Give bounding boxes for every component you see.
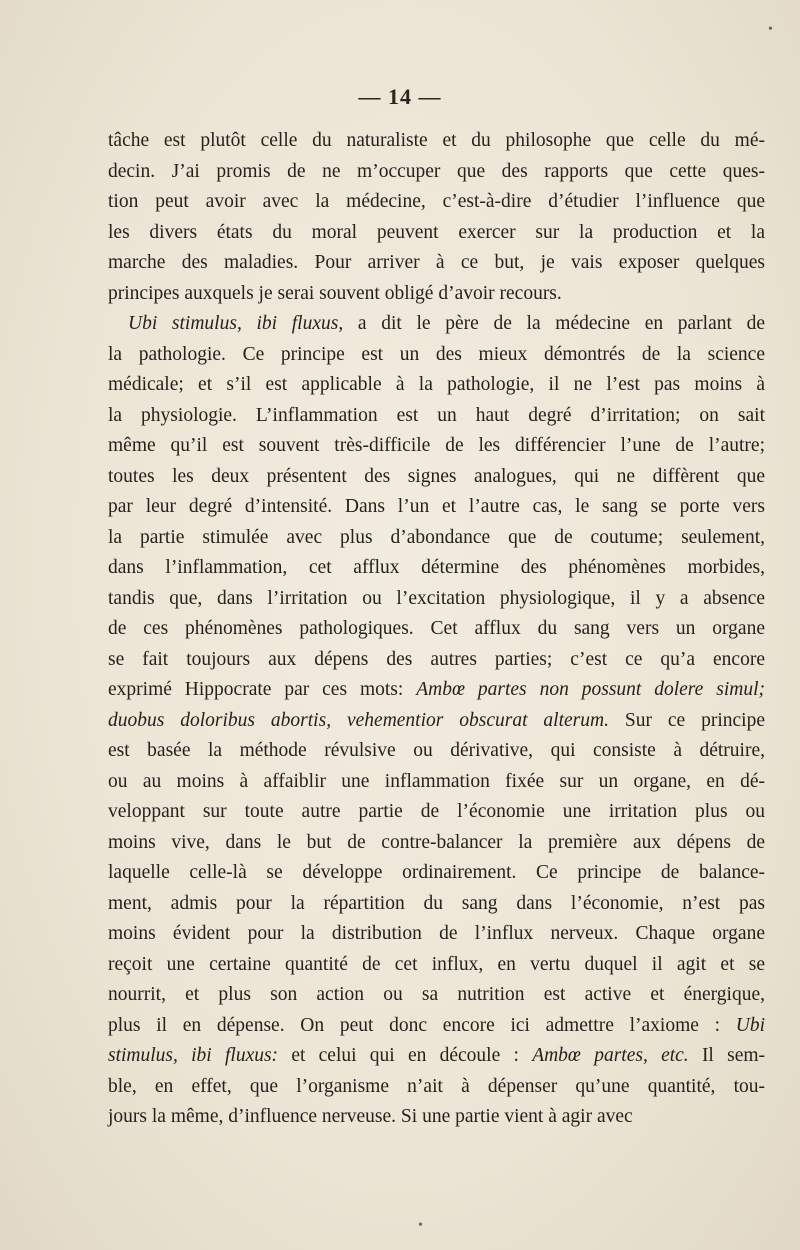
text-line — [108, 370, 765, 401]
text-line — [108, 797, 765, 828]
italic-phrase: Ambœ partes non possunt dolere simul; — [416, 679, 765, 700]
italic-phrase: stimulus, ibi fluxus: — [108, 1045, 279, 1066]
text-line — [108, 126, 765, 157]
text-line — [108, 614, 765, 645]
text-line — [108, 584, 765, 615]
page-number: — 14 — — [358, 84, 442, 109]
text-run: moins évident pour la distribution de l’influx nerveux. Chaque organe — [108, 923, 765, 944]
text-run: decin. J’ai promis de ne m’occuper que des rapports que cette ques- — [108, 160, 765, 182]
text-line — [108, 279, 765, 310]
text-run: exprimé Hippocrate par ces mots: — [108, 679, 417, 700]
text-line — [108, 858, 765, 889]
text-run: Il sem- — [688, 1045, 766, 1066]
text-line — [108, 248, 765, 279]
text-run: ment, admis pour la répartition du sang dans l’économie, n’est pas — [108, 892, 765, 914]
text-run: , a dit le père de la médecine en parlant de — [338, 313, 765, 334]
text-run: se fait toujours aux dépens des autres parties; c’est ce qu’a encore — [108, 648, 765, 670]
text-run: nourrit, et plus son action ou sa nutrition est active et énergique, — [108, 984, 765, 1005]
text-line — [108, 980, 765, 1011]
text-line — [108, 157, 765, 188]
text-run: de ces phénomènes pathologiques. Cet afflux du sang vers un organe — [108, 618, 765, 639]
text-run: tandis que, dans l’irritation ou l’excitation physiologique, il y a absence — [108, 587, 765, 609]
text-line — [108, 492, 765, 523]
text-line — [108, 706, 765, 737]
text-run: principes auxquels je serai souvent obligé d’avoir recours. — [108, 282, 562, 304]
print-speck: • — [418, 1218, 423, 1233]
text-line — [108, 919, 765, 950]
text-line — [108, 401, 765, 432]
text-line — [108, 340, 765, 371]
text-line — [108, 889, 765, 920]
text-line — [108, 675, 765, 706]
text-run: tâche est plutôt celle du naturaliste et du philosophe que celle du mé- — [108, 130, 765, 151]
text-run: est basée la méthode révulsive ou dérivative, qui consiste à détruire, — [108, 740, 765, 761]
text-run: la partie stimulée avec plus d’abondance que de coutume; seulement, — [108, 526, 765, 548]
text-line — [108, 462, 765, 493]
text-line — [108, 1102, 765, 1133]
text-line — [108, 1011, 765, 1042]
text-run: toutes les deux présentent des signes analogues, qui ne diffèrent que — [108, 465, 765, 487]
italic-phrase: duobus doloribus abortis, vehementior obscurat alterum. — [108, 709, 609, 731]
text-run: Sur ce principe — [608, 709, 765, 731]
text-run: ou au moins à affaiblir une inflammation fixée sur un organe, en dé- — [108, 770, 765, 792]
text-run: jours la même, d’influence nerveuse. Si une partie vient à agir avec — [108, 1106, 633, 1127]
text-line — [108, 187, 765, 218]
text-run: tion peut avoir avec la médecine, c’est-à-dire d’étudier l’influence que — [108, 191, 765, 212]
text-line — [108, 950, 765, 981]
text-run: la physiologie. L’inflammation est un haut degré d’irritation; on sait — [108, 404, 765, 426]
text-line — [108, 309, 765, 340]
text-line — [108, 523, 765, 554]
text-line — [108, 431, 765, 462]
text-run: veloppant sur toute autre partie de l’économie une irritation plus ou — [108, 801, 765, 822]
text-run: par leur degré d’intensité. Dans l’un et l’autre cas, le sang se porte vers — [108, 496, 765, 517]
text-line — [108, 1041, 765, 1072]
text-run: ble, en effet, que l’organisme n’ait à dépenser qu’une quantité, tou- — [108, 1075, 765, 1097]
body-text — [108, 126, 765, 1133]
text-run: et celui qui en découle : — [278, 1045, 533, 1066]
print-speck: • — [768, 22, 773, 37]
text-line — [108, 218, 765, 249]
text-run: dans l’inflammation, cet afflux détermine des phénomènes morbides, — [108, 557, 765, 578]
text-line — [108, 828, 765, 859]
text-run: reçoit une certaine quantité de cet influx, en vertu duquel il agit et se — [108, 953, 765, 975]
text-line — [108, 553, 765, 584]
text-run: marche des maladies. Pour arriver à ce but, je vais exposer quelques — [108, 252, 765, 273]
text-line — [108, 645, 765, 676]
italic-phrase: Ambœ partes, etc. — [532, 1045, 689, 1066]
text-run: les divers états du moral peuvent exercer sur la production et la — [108, 221, 765, 243]
text-run: la pathologie. Ce principe est un des mieux démontrés de la science — [108, 343, 765, 365]
text-run: plus il en dépense. On peut donc encore ici admettre l’axiome : — [108, 1014, 736, 1036]
italic-phrase: Ubi stimulus, ibi fluxus — [128, 313, 339, 334]
text-run: médicale; et s’il est applicable à la pathologie, il ne l’est pas moins à — [108, 374, 765, 395]
text-line — [108, 1072, 765, 1103]
text-run: même qu’il est souvent très-difficile de les différencier l’une de l’autre; — [108, 435, 765, 456]
text-line — [108, 736, 765, 767]
text-line — [108, 767, 765, 798]
text-run: moins vive, dans le but de contre-balancer la première aux dépens de — [108, 831, 765, 853]
italic-phrase: Ubi — [735, 1014, 765, 1036]
text-run: laquelle celle-là se développe ordinairement. Ce principe de balance- — [108, 862, 765, 883]
